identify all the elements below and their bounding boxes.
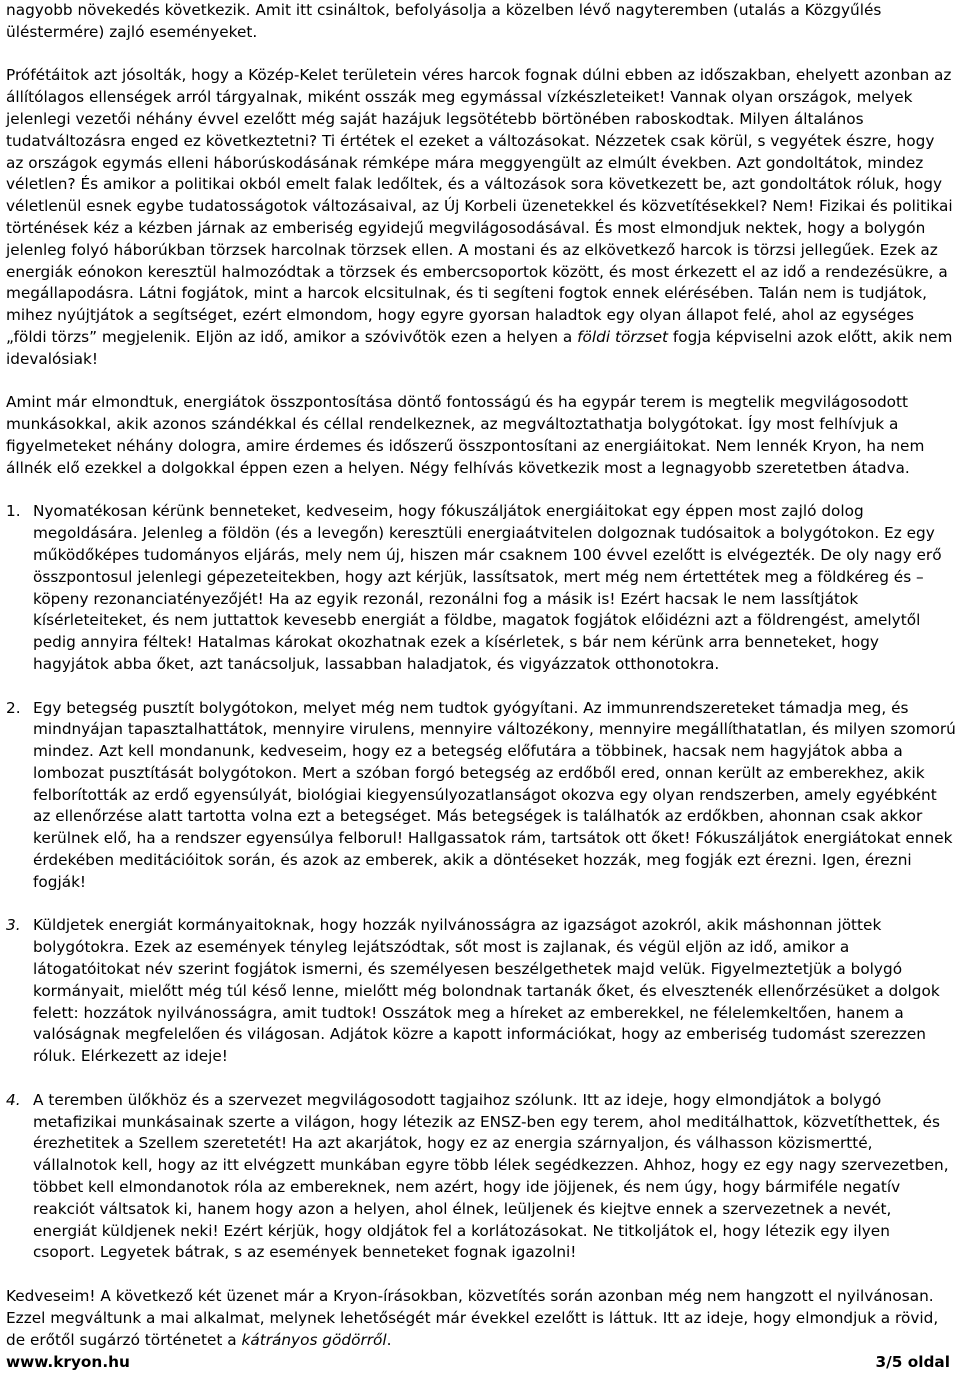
spacer — [6, 676, 956, 698]
paragraph-prophets-end: fogja képviselni azok előtt, akik nem idevalósiak! — [6, 327, 953, 368]
document-page — [6, 0, 956, 1351]
paragraph-prophets-text: Prófétáitok azt jósolták, hogy a Közép-Kelet területein véres harcok fognak dúlni ebben az időszakban, ehelyett azonban az állítólagos ellenségek arról tárgyalnak, miként osszák meg egymással vízkészleteiket! Vannak olyan országok, melyek jelenlegi vezetői néhány évvel ezelőtt még saját hazájuk legsötétebb börtönében raboskodtak. Milyen általános tudatváltozásra enged ez következtetni? Ti értétek el ezeket a változásokat. Nézzetek csak körül, s vegyétek észre, hogy az országok egymás elleni háborúskodásának rémképe mára meggyengült az elmúlt években. Azt gondoltátok, mindez véletlen? És amikor a politikai okból emelt falak ledőltek, és a változások sora következett be, azt gondoltátok róluk, hogy véletlenül esnek egybe tudatosságotok változásaival, az Új Korbeli üzenetekkel és közvetítésekkel? Nem! Fizikai és politikai történések kéz a kézben járnak az emberiség egyidejű megvilágosodásával. És most elmondjuk nektek, hogy a bolygón jelenleg folyó háborúkban törzsek harcolnak törzsek ellen. A mostani és az elkövetkező harcok is törzsi jellegűek. Ezek az energiák eónokon keresztül halmozódtak a törzsek és embercsoportok között, és most érkezett el az idő a rendezésükre, a megállapodásra. Látni fogjátok, mint a harcok elcsitulnak, és ti segíteni fogtok ennek elérésében. Talán nem is tudjátok, mihez nyújtjátok a segítséget, ezért elmondom, hogy egyre gyorsan haladtok egy olyan állapot felé, ahol az egységes „földi törzs” megjelenik. Eljön az idő, amikor a szóvivőtök ezen a helyen a — [6, 66, 953, 346]
list-item — [6, 698, 956, 894]
list-item — [6, 1090, 956, 1264]
list-item-text: Nyomatékosan kérünk benneteket, kedveseim, hogy fókuszáljátok energiáitokat egy éppen most zajló dolog megoldására. Jelenleg a földön (és a levegőn) keresztüli energiaátvitelen dolgoznak tudósaitok a bolygótokon. Ez egy működőképes tudományos eljárás, mely nem új, hiszen már csaknem 100 évvel ezelőtt is elvégezték. De oly nagy erő összpontosul jelenlegi gépezeteitekben, hogy azt kérjük, lassítsatok, mert még nem értettétek meg a földkéreg és – köpeny rezonanciatényezőjét! Ha az egyik rezonál, rezonálni fog a másik is! Ezért hacsak le nem lassítjátok kísérleteiteket, és nem juttattok kevesebb energiát a földbe, magatok fogjátok előidézni azt a földrengést, amelytől pedig annyira féltek! Hatalmas károkat okozhatnak ezek a kísérletek, s bár nem kérünk arra benneteket, hogy hagyjátok abba őket, azt tanácsoljuk, lassabban haladjatok, és vigyázzatok otthonotokra. — [33, 502, 942, 673]
list-item-text: A teremben ülőkhöz és a szervezet megvilágosodott tagjaihoz szólunk. Itt az ideje, hogy elmondjátok a bolygó metafizikai munkásainak szerte a világon, hogy létezik az ENSZ-ben egy terem, ahol meditálhattok, közvetíthettek, és érezhetitek a Szellem szeretetét! Ha azt akarjátok, hogy ez az energia szárnyaljon, és válhasson közismertté, vállalnotok kell, hogy az itt elvégzett munkában egyre több lélek segédkezzen. Ahhoz, hogy ez egy nagy szervezetben, többet kell elmondanotok róla az embereknek, nem azért, hogy ide jöjjenek, és nem úgy, hogy bármiféle negatív reakciót váltsatok ki, hanem hogy azon a helyen, ahol élnek, leüljenek és kiejtve ennek a szervezetnek a nevét, energiát küldjenek neki! Ezért kérjük, hogy oldjátok fel a korlátozásokat. Ne titkoljátok el, hogy létezik egy ilyen csoport. Legyetek bátrak, s az események benneteket fognak igazolni! — [33, 1090, 949, 1262]
list-number: 3. — [6, 916, 21, 935]
spacer — [6, 894, 956, 916]
paragraph-closing-text: Kedveseim! A következő két üzenet már a Kryon-írásokban, közvetítés során azonban még nem hangzott el nyilvánosan. Ezzel megváltunk a mai alkalmat, melynek lehetőségét már évekkel ezelőtt is láttuk. Itt az ideje, hogy elmondjuk a rövid, de erőtől sugárzó történetet a — [6, 1287, 939, 1349]
paragraph-closing-end: . — [386, 1330, 392, 1349]
spacer — [6, 1068, 956, 1090]
spacer — [6, 480, 956, 502]
paragraph-energy-focus: Amint már elmondtuk, energiátok összpontosítása döntő fontosságú és ha egypár terem is megtelik megvilágosodott munkásokkal, akik azonos szándékkal és céllal rendelkeznek, az megváltoztathatja bolygótokat. Így most felhívjuk a figyelmeteket néhány dologra, amire érdemes és időszerű összpontosítani az energiáitokat. Nem lennék Kryon, ha nem állnék elő ezekkel a dolgokkal éppen ezen a helyen. Négy felhívás következik most a legnagyobb szeretetben átadva. — [6, 393, 925, 477]
list-item — [6, 501, 956, 675]
list-item-text: Egy betegség pusztít bolygótokon, melyet még nem tudtok gyógyítani. Az immunrendszereteket támadja meg, és mindnyájan tapasztalhattátok, mennyire virulens, mennyire változékony, mennyire megállíthatatlan, és milyen szomorú mindez. Azt kell mondanunk, kedveseim, hogy ez a betegség előfutára a többinek, hacsak nem hagyjátok abba a lombozat pusztítását bolygótokon. Mert a szóban forgó betegség az erdőből ered, onnan került az emberekhez, akik felborították az erdő egyensúlyát, biológiai kiegyensúlyozatlanságot okozva egy olyan rendszerben, amely egyébként az ellenőrzése alatt tartotta volna ezt a betegséget. Más betegségek is találhatók az erdőkben, ahonnan csak akkor kerülnek elő, ha a rendszer egyensúlya felborul! Hallgassatok rám, tartsátok ott őket! Fókuszáljátok energiátokat ennek érdekében meditációitok során, és azok az emberek, akik a döntéseket hozzák, meg fogják ezt érezni. Igen, érezni fogják! — [33, 698, 956, 891]
earth-tribe-emphasis: földi törzset — [577, 327, 669, 346]
tar-pit-emphasis: kátrányos gödörről — [241, 1330, 387, 1349]
list-item — [6, 915, 956, 1068]
paragraph-intro: nagyobb növekedés következik. Amit itt csináltok, befolyásolja a közelben lévő nagyteremben (utalás a Közgyűlés üléstermére) zajló eseményeket. — [6, 1, 882, 41]
footer-page-number: 3/5 oldal — [875, 1353, 950, 1371]
paragraph-prophets — [6, 65, 956, 370]
paragraph-closing — [6, 1286, 956, 1351]
list-number: 1. — [6, 502, 21, 521]
list-number: 4. — [6, 1090, 21, 1109]
list-item-text: Küldjetek energiát kormányaitoknak, hogy hozzák nyilvánosságra az igazságot azokról, akik máshonnan jöttek bolygótokra. Ezek az események tényleg lejátszódtak, sőt most is zajlanak, és végül eljön az idő, amikor a látogatóitokat név szerint fogjátok ismerni, és személyesen beszélgethetek majd velük. Figyelmeztetjük a bolygó kormányait, mielőtt még túl késő lenne, mielőtt még bolondnak tartanák őket, és elvesztenék ellenőrzésüket a dolgok felett: hozzátok nyilvánosságra, amit tudtok! Osszátok meg a híreket az emberekkel, ne félelemkeltően, hanem a valóságnak megfelelően és világosan. Adjátok közre a kapott információkat, hogy az emberiség tudomást szerezzen róluk. Elérkezett az ideje! — [33, 916, 940, 1066]
spacer — [6, 371, 956, 393]
list-number: 2. — [6, 698, 21, 717]
spacer — [6, 44, 956, 66]
spacer — [6, 1264, 956, 1286]
footer-website: www.kryon.hu — [6, 1353, 130, 1371]
